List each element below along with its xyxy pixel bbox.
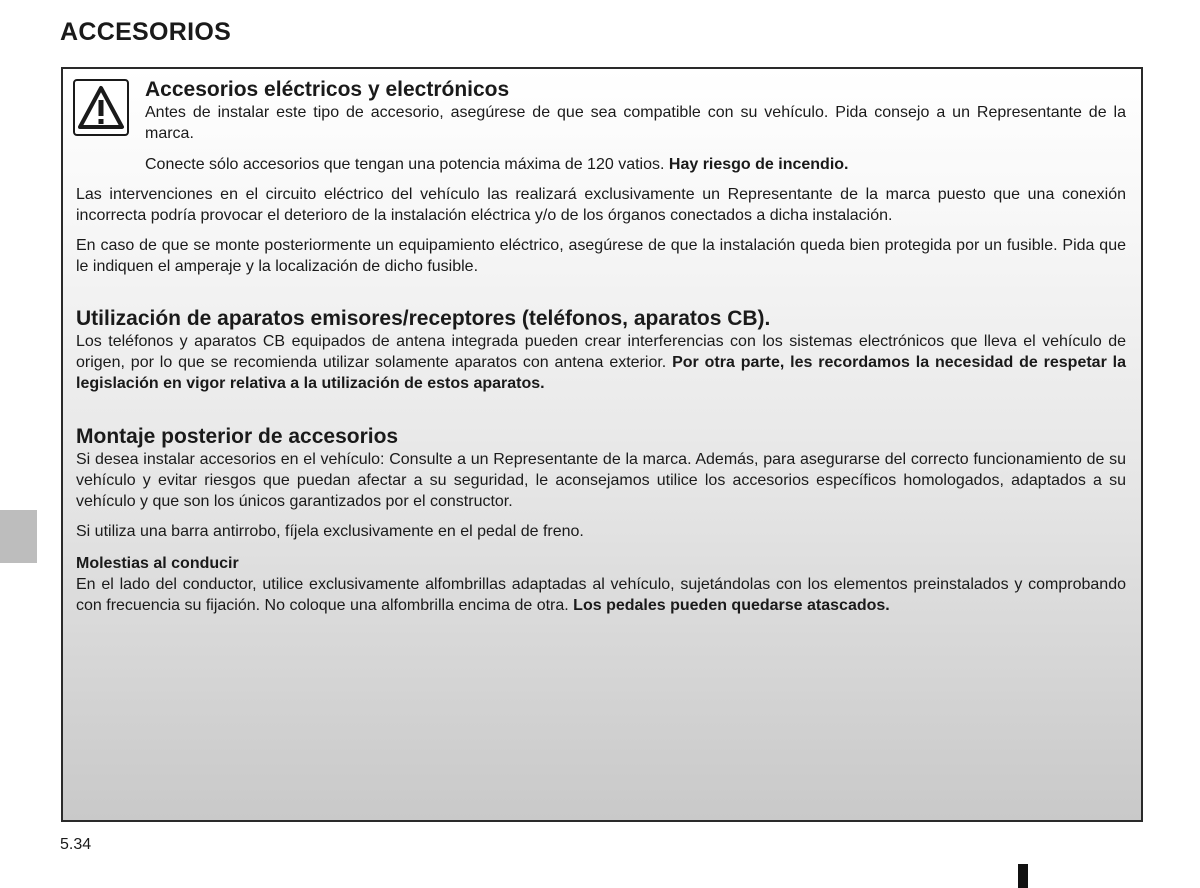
subheading: Molestias al conducir [76,555,239,572]
paragraph: Molestias al conducir En el lado del conductor, utilice exclusivamente alfombrillas adaptadas al vehículo, sujetándolas con los elementos preinstalados y comprobando con frecuencia su fijación. No coloque una alfombrilla encima de otra. Los pedales pueden quedarse atascados. [76,555,1126,614]
page-title: ACCESORIOS [60,18,232,46]
warning-box [61,67,1143,822]
page-number: 5.34 [60,836,92,853]
paragraph: Conecte sólo accesorios que tengan una potencia máxima de 120 vatios. Hay riesgo de incendio. [145,156,849,173]
paragraph: Los teléfonos y aparatos CB equipados de antena integrada pueden crear interferencias con los sistemas electrónicos que lleva el vehículo de origen, por lo que se recomienda utilizar solamente aparatos con antena exterior. Por otra parte, les recordamos la necesidad de respetar la legislación en vigor relativa a la utilización de estos aparatos. [76,333,1127,392]
chapter-tab [0,510,37,563]
paragraph: Las intervenciones en el circuito eléctrico del vehículo las realizará exclusivamente un Representante de la marca puesto que una conexión incorrecta podría provocar el deterioro de la instalación eléctrica y/o de los órganos conectados a dicha instalación. [76,186,1126,224]
section-heading: Accesorios eléctricos y electrónicos [145,78,510,101]
paragraph: Antes de instalar este tipo de accesorio, asegúrese de que sea compatible con su vehículo. Pida consejo a un Representante de la marca. [145,104,1126,142]
section-heading: Utilización de aparatos emisores/receptores (teléfonos, aparatos CB). [76,307,771,330]
section-heading: Montaje posterior de accesorios [76,425,399,448]
warning-content [76,78,1126,616]
paragraph: Si utiliza una barra antirrobo, fíjela exclusivamente en el pedal de freno. [76,523,584,540]
paragraph: Si desea instalar accesorios en el vehículo: Consulte a un Representante de la marca. Además, para asegurarse del correcto funcionamiento de su vehículo y evitar riesgos que puedan afectar a su seguridad, le aconsejamos utilice los accesorios específicos homologados, adaptados a su vehículo y que son los únicos garantizados por el constructor. [76,451,1126,510]
print-mark [1018,864,1028,888]
paragraph: En caso de que se monte posteriormente un equipamiento eléctrico, asegúrese de que la instalación queda bien protegida por un fusible. Pida que le indiquen el amperaje y la localización de dicho fusible. [76,237,1126,275]
